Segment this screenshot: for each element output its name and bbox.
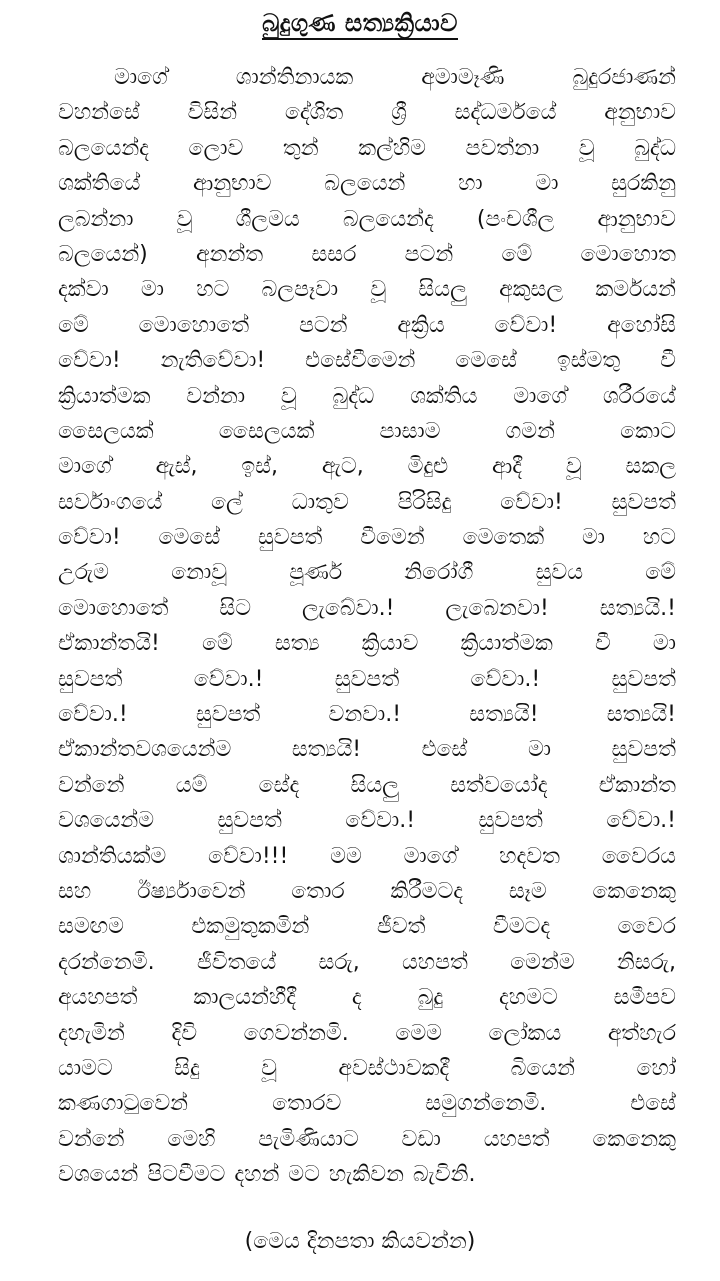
body-line: අයහපත් කාලයන්හීදී ද බුදු දහමට සමීපව xyxy=(58,985,676,1011)
body-line: සෛලයක් සෛලයක් පාසාම ගමන් කොට xyxy=(58,418,676,444)
body-line: දරන්නෙමි. ජීවිතයේ සරු, යහපත් මෙන්ම නිසරු, xyxy=(58,949,676,975)
body-line: ශක්තියේ ආනුභාව බලයෙන් හා මා සුරකිනු xyxy=(58,171,676,197)
body-line: සමඟම එකමුතුකමින් ජීවත් වීමටද වෛර xyxy=(58,914,676,940)
body-line: සුවපත් වේවා.! සුවපත් වේවා.! සුවපත් xyxy=(58,666,676,692)
body-line: වශයෙන්ම සුවපත් වේවා.! සුවපත් වේවා.! xyxy=(58,808,676,834)
body-line: බලයෙන්ද ලොව තුන් කල්හිම පවත්නා වූ බුද්ධ xyxy=(58,135,676,161)
body-line: දක්වා මා හට බලපෑවා වූ සියලු අකුසල කර්මයන් xyxy=(58,277,676,303)
body-line: ඒකාන්තවශයෙන්ම සත්‍යයි! එසේ මා සුවපත් xyxy=(58,737,676,763)
document-title-text: බුදුගුණ සත්‍යක්‍රියාව xyxy=(262,9,458,40)
body-line: මේ මොහොතේ පටන් අක්‍රිය වේවා! අහෝසි xyxy=(58,312,676,338)
body-line: මොහොතේ සිට ලැබේවා.! ලැබෙනවා! සත්‍යයි.! xyxy=(58,595,676,621)
body-line: බලයෙන්) අනන්ත සසර පටන් මේ මොහොත xyxy=(58,241,676,267)
body-line: වහන්සේ විසින් දේශිත ශ්‍රී සද්ධර්මයේ අනුභාව xyxy=(58,100,676,126)
document-body xyxy=(58,60,676,1193)
body-line: සහ ඊර්ෂ්‍යාවෙන් තොර කිරීමටද සෑම කෙනෙකු xyxy=(58,878,676,904)
body-line: ශාන්තියක්ම වේවා!!! මම මාගේ හදවත වෛරය xyxy=(58,843,676,869)
body-line: දහැමින් දිවි ගෙවන්නමි. මෙම ලෝකය අත්හැර xyxy=(58,1020,676,1046)
body-line: වේවා! නැතිවේවා! එසේවීමෙන් මෙසේ ඉස්මතු වී xyxy=(58,348,676,374)
body-line: ක්‍රියාත්මක වන්නා වූ බුද්ධ ශක්තිය මාගේ ශරීරයේ xyxy=(58,383,676,409)
body-line: සර්වාංගයේ ලේ ධාතුව පිරිසිදු වේවා! සුවපත් xyxy=(58,489,676,515)
body-line: වේවා! මෙසේ සුවපත් වීමෙන් මෙතෙක් මා හට xyxy=(58,525,676,551)
body-line: මාගේ ශාන්තිනායක අමාමෑණි බුදුරජාණන් xyxy=(114,65,676,90)
body-line: උරුම නොවූ පූර්ණ නිරෝගී සුවය මේ xyxy=(58,560,676,586)
body-line: කණගාටුවෙන් තොරව සමුගන්නෙමි. එසේ xyxy=(58,1091,676,1117)
document-title xyxy=(0,8,720,38)
body-line: ලබන්නා වූ ශීලමය බලයෙන්ද (පංචශීල ආනුභාව xyxy=(58,206,676,232)
body-line: යාමට සිදු වූ අවස්ථාවකදී බියෙන් හෝ xyxy=(58,1055,676,1081)
body-line: වන්නේ මෙහි පැමිණියාට වඩා යහපත් කෙනෙකු xyxy=(58,1126,676,1152)
body-line: වන්නේ යම් සේද සියලු සත්වයෝද ඒකාන්ත xyxy=(58,772,676,798)
body-line: මාගේ ඇස්, ඉස්, ඇට, මිදුළු ආදී වූ සකල xyxy=(58,454,676,480)
body-line: වශයෙන් පිටවීමට දහන් මට හැකිවන බැවිනි. xyxy=(58,1162,476,1188)
body-line: වේවා.! සුවපත් වනවා.! සත්‍යයි! සත්‍යයි! xyxy=(58,702,676,728)
document-footer: (මෙය දිනපතා කියවන්න) xyxy=(244,1229,476,1254)
body-line: ඒකාන්තයි! මේ සත්‍ය ක්‍රියාව ක්‍රියාත්මක වී මා xyxy=(58,631,676,657)
